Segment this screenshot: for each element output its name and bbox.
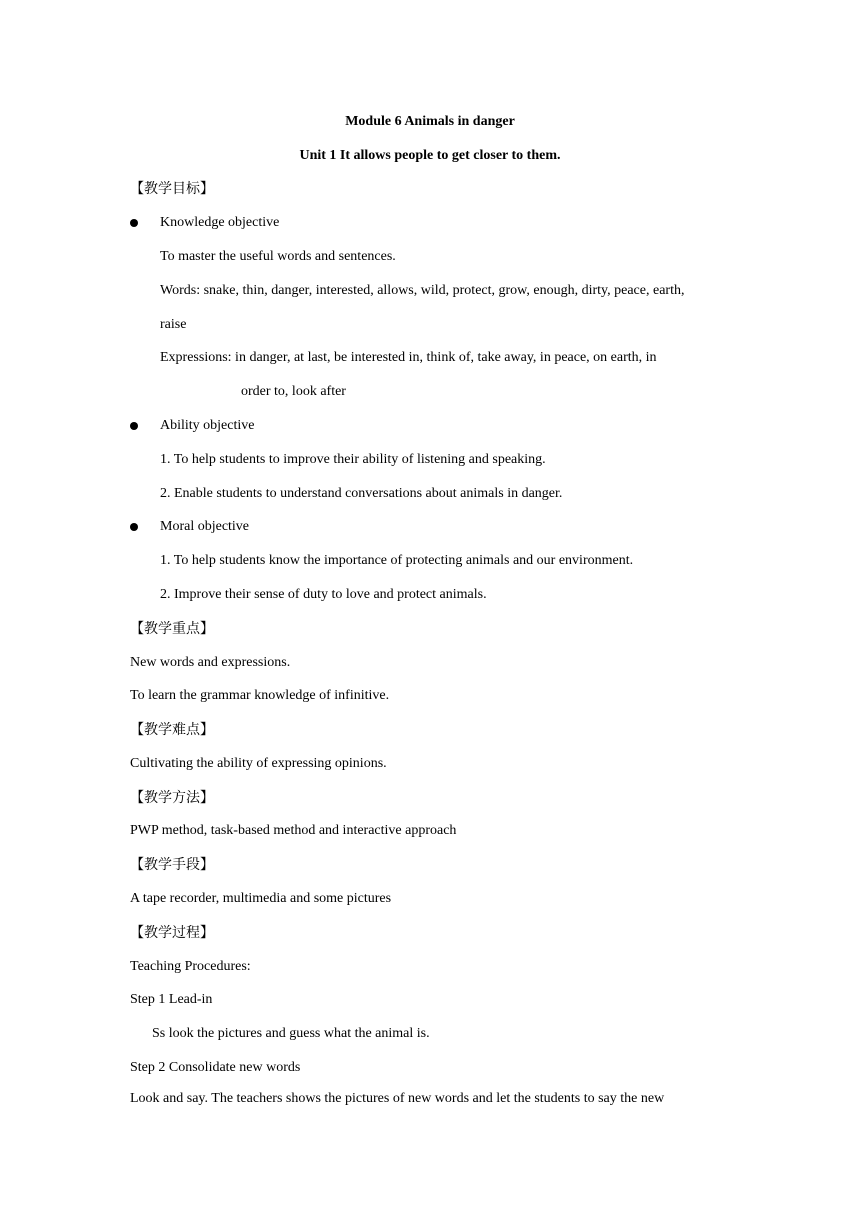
- knowledge-line: To master the useful words and sentences.: [160, 249, 396, 264]
- difficulties-line: Cultivating the ability of expressing opinions.: [130, 756, 387, 771]
- bullet-icon: [130, 219, 138, 227]
- knowledge-words-line: Words: snake, thin, danger, interested, allows, wild, protect, grow, enough, dirty, peace, earth,: [160, 283, 685, 298]
- heading-process: 【教学过程】: [130, 925, 214, 941]
- moral-line: 2. Improve their sense of duty to love and protect animals.: [160, 587, 487, 602]
- document-title: Module 6 Animals in danger: [345, 114, 515, 129]
- ability-objective-label: Ability objective: [160, 418, 255, 433]
- step-heading: Step 2 Consolidate new words: [130, 1060, 301, 1075]
- heading-methods: 【教学方法】: [130, 790, 214, 806]
- knowledge-words-line-continued: raise: [160, 317, 187, 332]
- moral-line: 1. To help students know the importance of protecting animals and our environment.: [160, 553, 634, 568]
- ability-line: 2. Enable students to understand conversations about animals in danger.: [160, 486, 563, 501]
- heading-key-points: 【教学重点】: [130, 621, 214, 637]
- heading-difficulties: 【教学难点】: [130, 722, 214, 738]
- process-line: Teaching Procedures:: [130, 959, 251, 974]
- key-points-line: To learn the grammar knowledge of infinitive.: [130, 688, 390, 703]
- heading-objectives: 【教学目标】: [130, 181, 214, 197]
- knowledge-expressions-line-continued: order to, look after: [241, 384, 346, 399]
- heading-means: 【教学手段】: [130, 857, 214, 873]
- ability-line: 1. To help students to improve their ability of listening and speaking.: [160, 452, 546, 467]
- means-line: A tape recorder, multimedia and some pictures: [130, 891, 392, 906]
- document-subtitle: Unit 1 It allows people to get closer to them.: [299, 148, 561, 163]
- bullet-icon: [130, 422, 138, 430]
- step-text: Ss look the pictures and guess what the animal is.: [152, 1026, 430, 1041]
- moral-objective-label: Moral objective: [160, 519, 250, 534]
- methods-line: PWP method, task-based method and interactive approach: [130, 823, 457, 838]
- knowledge-expressions-line: Expressions: in danger, at last, be interested in, think of, take away, in peace, on earth, in: [160, 350, 657, 365]
- key-points-line: New words and expressions.: [130, 655, 291, 670]
- bullet-icon: [130, 523, 138, 531]
- step-heading: Step 1 Lead-in: [130, 992, 213, 1007]
- step-text: Look and say. The teachers shows the pictures of new words and let the students to say the new: [130, 1091, 665, 1106]
- knowledge-objective-label: Knowledge objective: [160, 215, 280, 230]
